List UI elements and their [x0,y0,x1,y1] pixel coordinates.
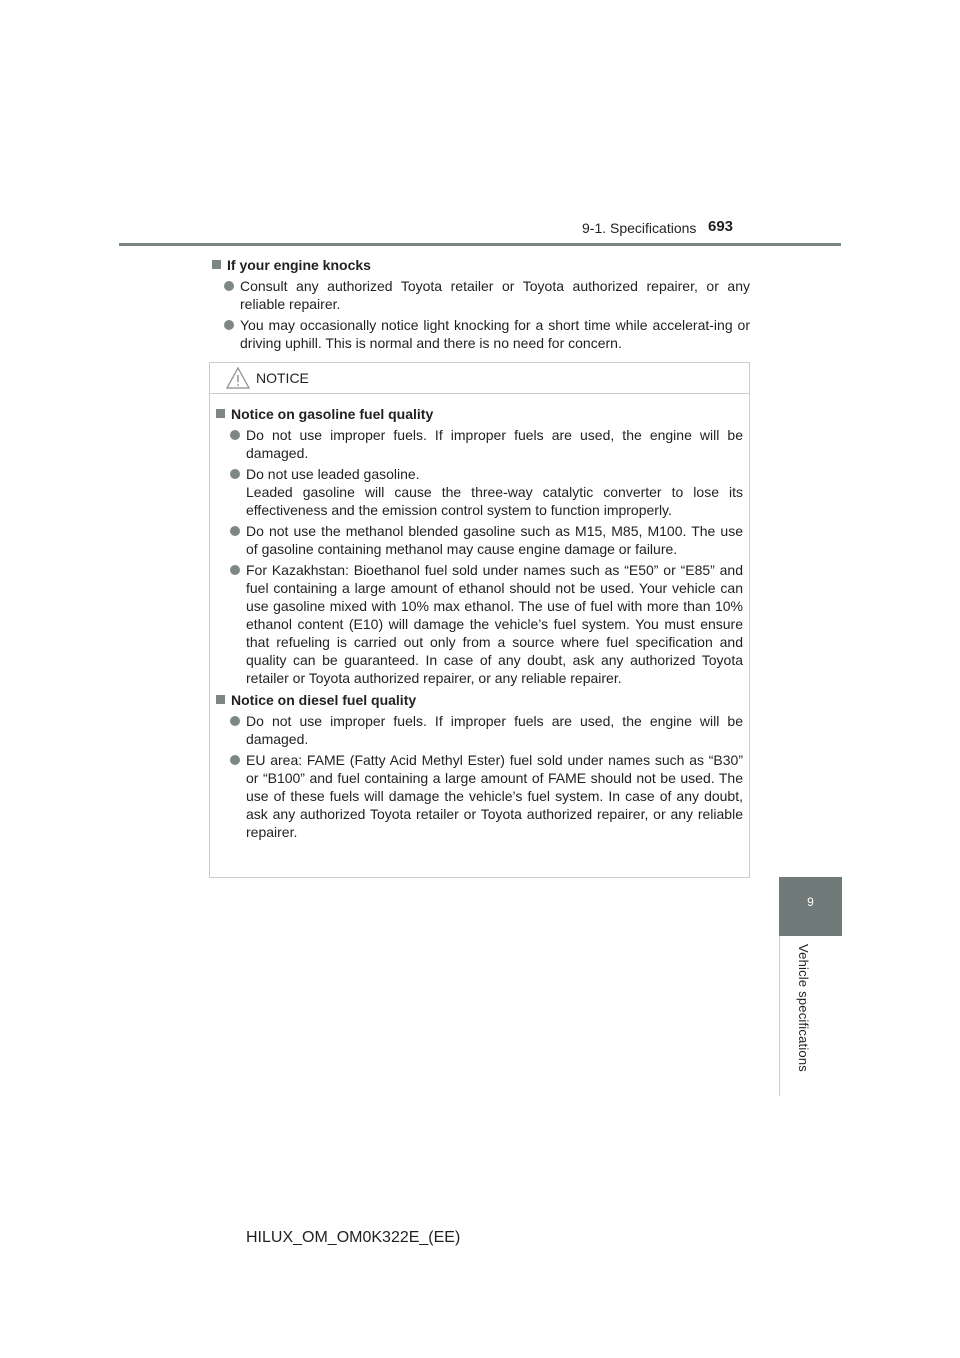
intro-section [212,256,750,352]
intro-bullet [224,316,750,352]
chapter-title: Vehicle specifications [796,944,811,1072]
diesel-bullet-text: EU area: FAME (Fatty Acid Methyl Ester) fuel sold under names such as “B30” or “B100” and fuel containing a large amount of FAME should not be used. The use of these fuels will damage the vehicle’s fuel system. In case of any doubt, ask any authorized Toyota retailer or Toyota authorized repairer, or any reliable repairer. [246,752,743,840]
diesel-bullet [230,751,743,841]
gasoline-bullet-leaded [246,465,743,519]
intro-heading-text: If your engine knocks [227,257,371,273]
notice-box [209,362,750,878]
square-bullet-icon [212,260,221,269]
intro-bullet [224,277,750,313]
diesel-bullet [230,712,743,748]
circle-bullet-icon [230,565,240,575]
gasoline-bullet [230,522,743,558]
diesel-heading [216,691,743,709]
circle-bullet-icon [230,430,240,440]
header-section: 9-1. Specifications [582,220,697,236]
diesel-bullet-text: Do not use improper fuels. If improper fuels are used, the engine will be damaged. [246,713,743,747]
square-bullet-icon [216,695,225,704]
circle-bullet-icon [224,320,234,330]
footer-doc-code: HILUX_OM_OM0K322E_(EE) [246,1229,461,1246]
intro-bullet-text: Consult any authorized Toyota retailer or Toyota authorized repairer, or any reliable repairer. [240,278,750,312]
gasoline-heading-text: Notice on gasoline fuel quality [231,406,434,422]
square-bullet-icon [216,409,225,418]
circle-bullet-icon [230,469,240,479]
intro-bullet-text: You may occasionally notice light knocking for a short time while accelerat-ing or driving uphill. This is normal and there is no need for concern. [240,317,750,351]
gasoline-bullet-text: Do not use leaded gasoline. [246,466,420,482]
circle-bullet-icon [230,716,240,726]
notice-body [216,405,743,841]
header-rule [119,243,841,246]
gasoline-bullet-text: For Kazakhstan: Bioethanol fuel sold under names such as “E50” or “E85” and fuel containing a large amount of ethanol should not be used. Your vehicle can use gasoline mixed with 10% max ethanol. The use of fuel with more than 10% ethanol content (E10) will damage the vehicle’s fuel system. You must ensure that refueling is carried out only from a source where fuel specification and quality can be guaranteed. In case of any doubt, ask any authorized Toyota retailer or Toyota authorized repairer, or any reliable repairer. [246,562,743,686]
notice-header [210,363,749,394]
diesel-heading-text: Notice on diesel fuel quality [231,692,417,708]
intro-heading [212,256,750,274]
gasoline-heading [216,405,743,423]
chapter-number: 9 [807,895,814,909]
circle-bullet-icon [230,755,240,765]
notice-title: NOTICE [256,370,309,386]
page-number: 693 [708,218,734,235]
gasoline-bullet [230,465,743,519]
gasoline-bullet-text: Do not use the methanol blended gasoline such as M15, M85, M100. The use of gasoline containing methanol may cause engine damage or failure. [246,523,743,557]
warning-triangle-icon [226,367,250,389]
gasoline-bullet [230,426,743,462]
leaded-detail-text: Leaded gasoline will cause the three-way catalytic converter to lose its effectiveness and the emission control system to function improperly. [246,484,743,518]
gasoline-bullet-text: Do not use improper fuels. If improper fuels are used, the engine will be damaged. [246,427,743,461]
gasoline-bullet [230,561,743,687]
circle-bullet-icon [230,526,240,536]
circle-bullet-icon [224,281,234,291]
